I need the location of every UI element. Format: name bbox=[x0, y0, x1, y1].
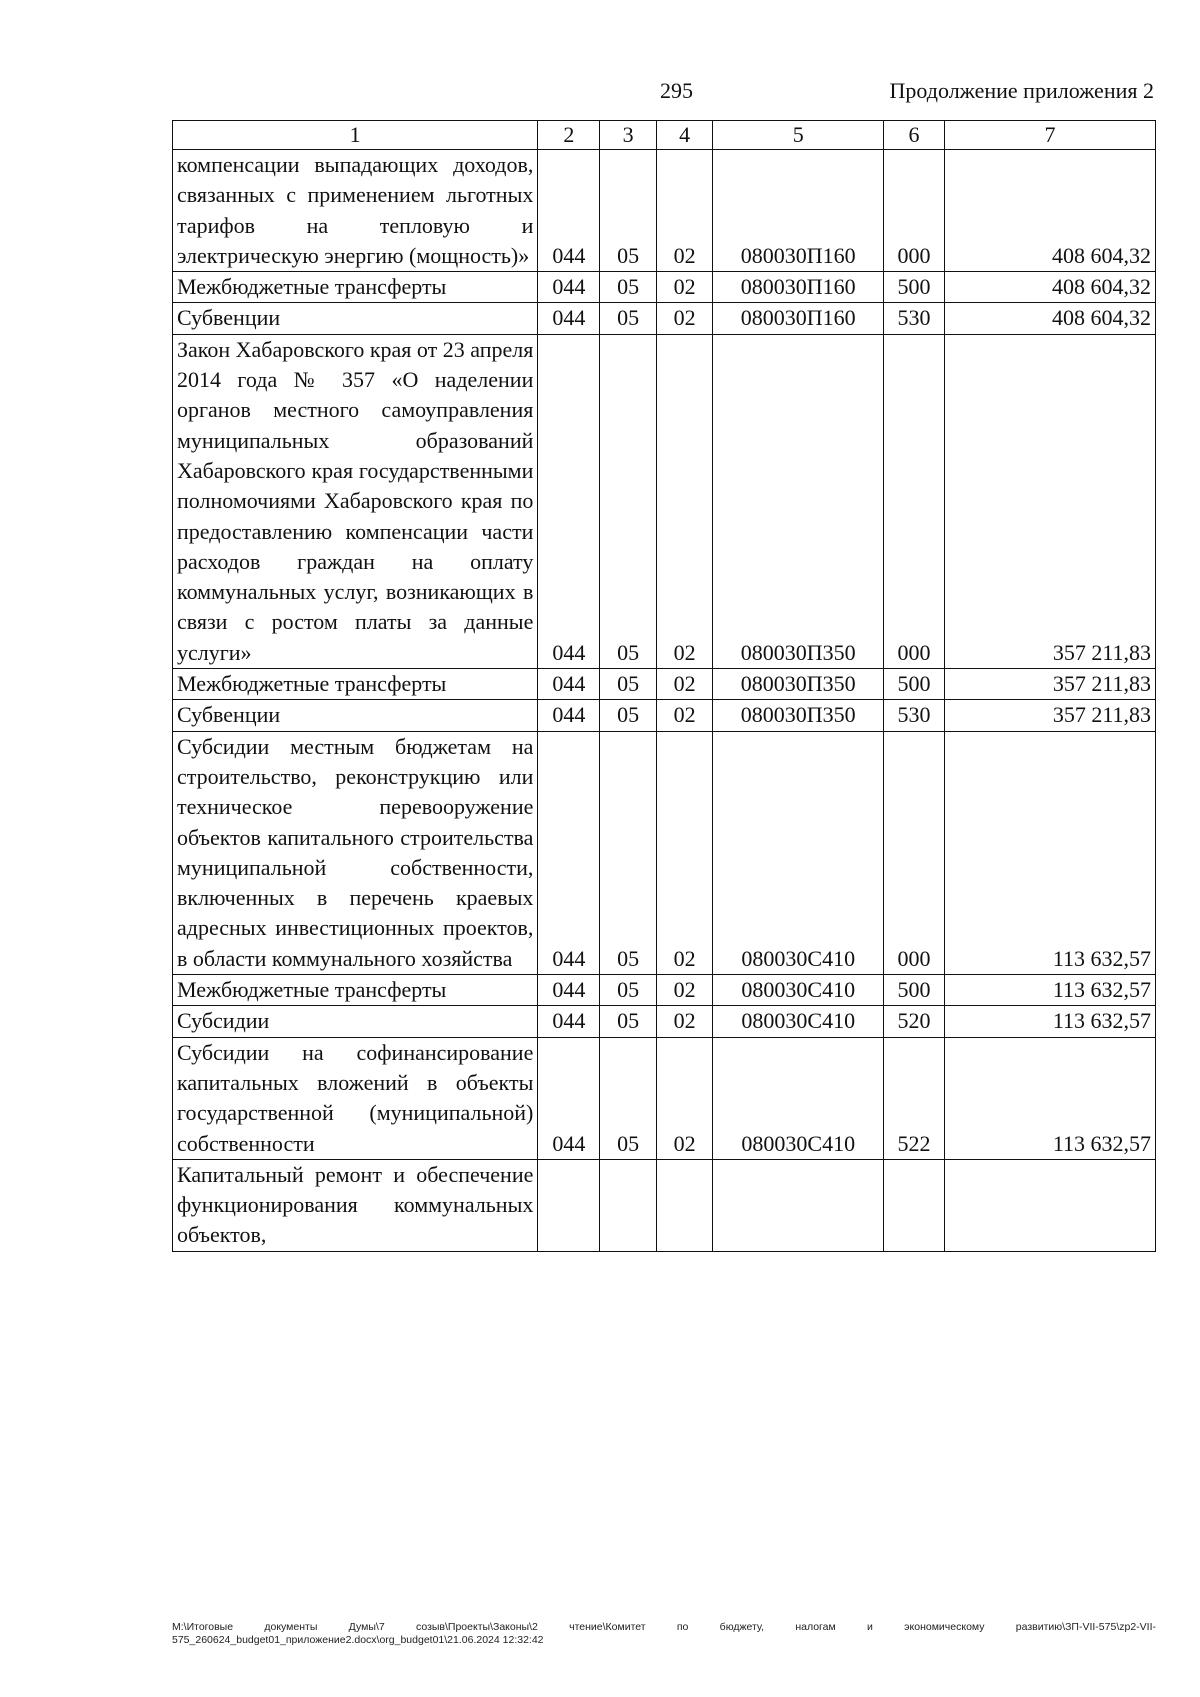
cell-subsection bbox=[656, 1159, 713, 1251]
row-name: Субвенции bbox=[173, 303, 538, 334]
cell-expense-type: 530 bbox=[884, 303, 945, 334]
budget-table bbox=[172, 120, 1156, 1252]
cell-target-article: 080030П160 bbox=[713, 272, 884, 303]
cell-section: 05 bbox=[600, 1037, 657, 1159]
cell-section: 05 bbox=[600, 334, 657, 668]
page-number: 295 bbox=[660, 78, 693, 103]
continuation-heading: Продолжение приложения 2 bbox=[889, 78, 1154, 103]
row-name: Субсидии bbox=[173, 1006, 538, 1037]
row-name: Закон Хабаровского края от 23 апреля 2014 года № 357 «О наделении органов местного самоуправления муниципальных образований Хабаровского края государственными полномочиями Хабаровского края по предоставлению компенсации части расходов граждан на оплату коммунальных услуг, возникающих в связи с ростом платы за данные услуги» bbox=[173, 334, 538, 668]
table-row bbox=[173, 975, 1156, 1006]
cell-expense-type: 520 bbox=[884, 1006, 945, 1037]
cell-target-article: 080030П350 bbox=[713, 700, 884, 731]
row-name: Субсидии местным бюджетам на строительство, реконструкцию или техническое перевооружение объектов капитального строительства муниципальной собственности, включенных в перечень краевых адресных инвестиционных проектов, в области коммунального хозяйства bbox=[173, 731, 538, 974]
cell-subsection: 02 bbox=[656, 1006, 713, 1037]
cell-subsection: 02 bbox=[656, 334, 713, 668]
cell-section: 05 bbox=[600, 150, 657, 272]
cell-admin-code: 044 bbox=[538, 150, 600, 272]
table-row bbox=[173, 700, 1156, 731]
column-header: 6 bbox=[884, 121, 945, 150]
cell-admin-code: 044 bbox=[538, 731, 600, 974]
cell-expense-type: 530 bbox=[884, 700, 945, 731]
cell-subsection: 02 bbox=[656, 700, 713, 731]
cell-admin-code: 044 bbox=[538, 1006, 600, 1037]
cell-subsection: 02 bbox=[656, 150, 713, 272]
table-header-row bbox=[173, 121, 1156, 150]
table-row bbox=[173, 1037, 1156, 1159]
cell-admin-code: 044 bbox=[538, 303, 600, 334]
row-name: Межбюджетные трансферты bbox=[173, 669, 538, 700]
cell-admin-code: 044 bbox=[538, 334, 600, 668]
table-row bbox=[173, 303, 1156, 334]
table-row bbox=[173, 272, 1156, 303]
cell-amount: 408 604,32 bbox=[945, 272, 1156, 303]
cell-amount: 113 632,57 bbox=[945, 1006, 1156, 1037]
cell-section: 05 bbox=[600, 669, 657, 700]
cell-target-article: 080030С410 bbox=[713, 975, 884, 1006]
row-name: Капитальный ремонт и обеспечение функционирования коммунальных объектов, bbox=[173, 1159, 538, 1251]
column-header: 7 bbox=[945, 121, 1156, 150]
cell-target-article: 080030П160 bbox=[713, 150, 884, 272]
cell-section: 05 bbox=[600, 303, 657, 334]
cell-section bbox=[600, 1159, 657, 1251]
cell-amount: 357 211,83 bbox=[945, 700, 1156, 731]
row-name: компенсации выпадающих доходов, связанных с применением льготных тарифов на тепловую и электрическую энергию (мощность)» bbox=[173, 150, 538, 272]
cell-expense-type: 000 bbox=[884, 334, 945, 668]
row-name: Межбюджетные трансферты bbox=[173, 272, 538, 303]
cell-section: 05 bbox=[600, 731, 657, 974]
cell-expense-type: 000 bbox=[884, 731, 945, 974]
row-name: Межбюджетные трансферты bbox=[173, 975, 538, 1006]
cell-admin-code: 044 bbox=[538, 700, 600, 731]
cell-amount: 113 632,57 bbox=[945, 1037, 1156, 1159]
cell-section: 05 bbox=[600, 272, 657, 303]
cell-admin-code: 044 bbox=[538, 975, 600, 1006]
table-row bbox=[173, 334, 1156, 668]
cell-expense-type: 500 bbox=[884, 669, 945, 700]
cell-admin-code bbox=[538, 1159, 600, 1251]
column-header: 2 bbox=[538, 121, 600, 150]
row-name: Субсидии на софинансирование капитальных вложений в объекты государственной (муниципальной) собственности bbox=[173, 1037, 538, 1159]
table-row bbox=[173, 1006, 1156, 1037]
cell-target-article: 080030П350 bbox=[713, 334, 884, 668]
cell-subsection: 02 bbox=[656, 731, 713, 974]
cell-subsection: 02 bbox=[656, 669, 713, 700]
cell-section: 05 bbox=[600, 1006, 657, 1037]
cell-amount: 357 211,83 bbox=[945, 334, 1156, 668]
column-header: 3 bbox=[600, 121, 657, 150]
cell-section: 05 bbox=[600, 975, 657, 1006]
cell-amount bbox=[945, 1159, 1156, 1251]
cell-expense-type: 000 bbox=[884, 150, 945, 272]
cell-subsection: 02 bbox=[656, 272, 713, 303]
column-header: 4 bbox=[656, 121, 713, 150]
table-row bbox=[173, 731, 1156, 974]
cell-amount: 408 604,32 bbox=[945, 150, 1156, 272]
column-header: 5 bbox=[713, 121, 884, 150]
cell-admin-code: 044 bbox=[538, 272, 600, 303]
cell-target-article: 080030С410 bbox=[713, 1037, 884, 1159]
cell-admin-code: 044 bbox=[538, 1037, 600, 1159]
cell-expense-type bbox=[884, 1159, 945, 1251]
cell-amount: 113 632,57 bbox=[945, 975, 1156, 1006]
row-name: Субвенции bbox=[173, 700, 538, 731]
cell-expense-type: 522 bbox=[884, 1037, 945, 1159]
cell-subsection: 02 bbox=[656, 975, 713, 1006]
table-row bbox=[173, 150, 1156, 272]
cell-target-article: 080030П160 bbox=[713, 303, 884, 334]
cell-section: 05 bbox=[600, 700, 657, 731]
file-path-footer: M:\Итоговые документы Думы\7 созыв\Проекты\Законы\2 чтение\Комитет по бюджету, налогам и экономическому развитию\ЗП-VII-575\zp2-VII-575_260624_budget01_приложение2.docx\org_budget01\21.06.2024 12:32:42 bbox=[172, 1621, 1156, 1646]
table-row bbox=[173, 669, 1156, 700]
cell-target-article bbox=[713, 1159, 884, 1251]
cell-amount: 113 632,57 bbox=[945, 731, 1156, 974]
cell-target-article: 080030П350 bbox=[713, 669, 884, 700]
cell-target-article: 080030С410 bbox=[713, 731, 884, 974]
cell-amount: 357 211,83 bbox=[945, 669, 1156, 700]
cell-subsection: 02 bbox=[656, 1037, 713, 1159]
column-header: 1 bbox=[173, 121, 538, 150]
table-row bbox=[173, 1159, 1156, 1251]
cell-subsection: 02 bbox=[656, 303, 713, 334]
cell-admin-code: 044 bbox=[538, 669, 600, 700]
cell-expense-type: 500 bbox=[884, 975, 945, 1006]
cell-amount: 408 604,32 bbox=[945, 303, 1156, 334]
cell-target-article: 080030С410 bbox=[713, 1006, 884, 1037]
cell-expense-type: 500 bbox=[884, 272, 945, 303]
